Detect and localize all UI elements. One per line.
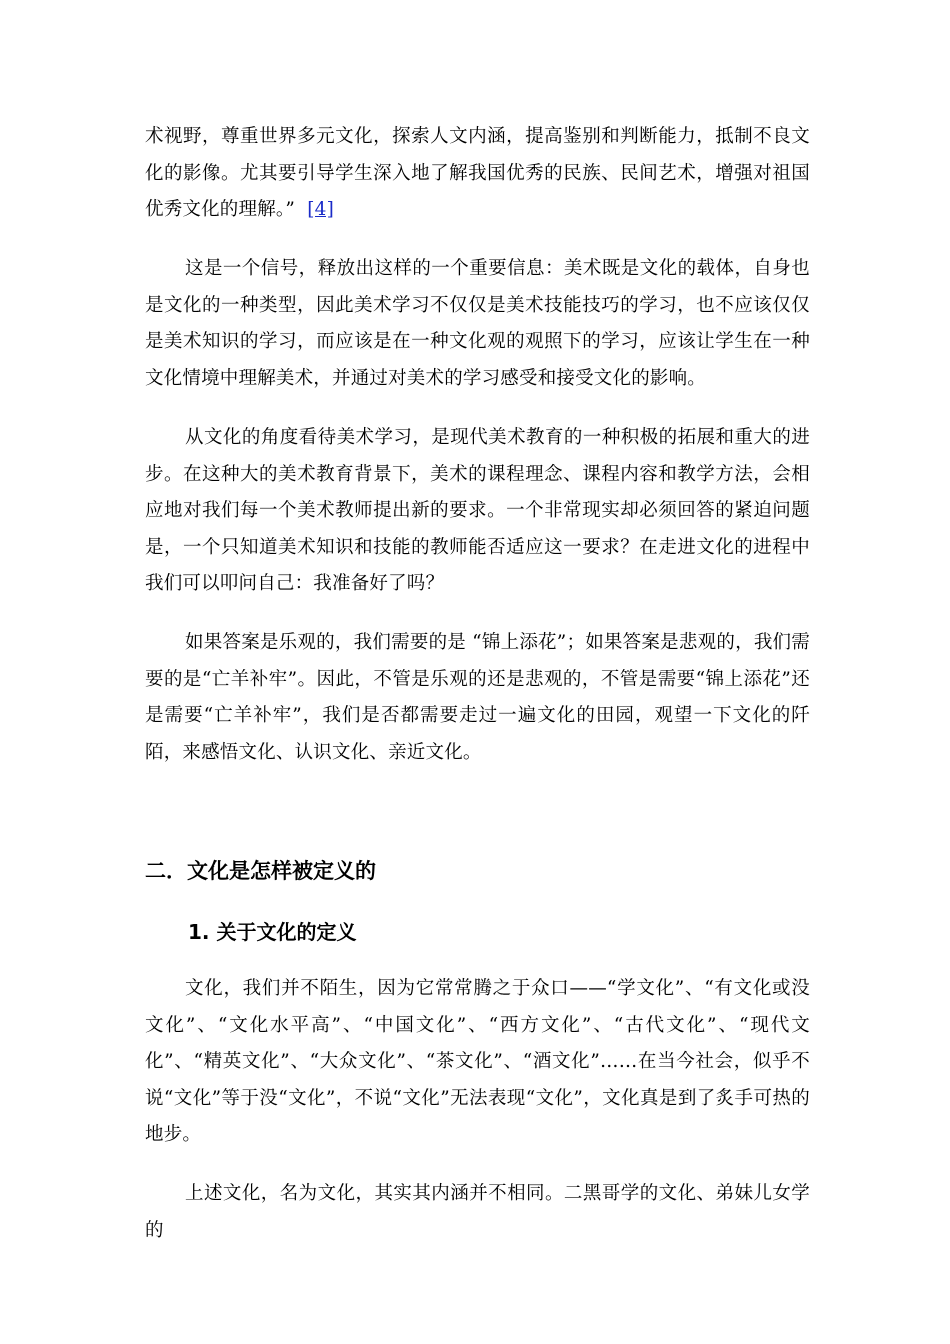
reference-link[interactable]: [4] xyxy=(307,199,334,220)
paragraph-text: 术视野，尊重世界多元文化，探索人文内涵，提高鉴别和判断能力，抵制不良文化的影像。尤其要引导学生深入地了解我国优秀的民族、民间艺术，增强对祖国优秀文化的理解。” xyxy=(145,126,810,220)
paragraph-answer: 如果答案是乐观的，我们需要的是 “锦上添花”；如果答案是悲观的，我们需要的是“亡羊补牢”。因此，不管是乐观的还是悲观的，不管是需要“锦上添花”还是需要“亡羊补牢”，我们是否都需要走过一遍文化的田园，观望一下文化的阡陌，来感悟文化、认识文化、亲近文化。 xyxy=(145,632,810,763)
paragraph-cultural-perspective: 从文化的角度看待美术学习，是现代美术教育的一种积极的拓展和重大的进步。在这种大的美术教育背景下，美术的课程理念、课程内容和教学方法，会相应地对我们每一个美术教师提出新的要求。一个非常现实却必须回答的紧迫问题是，一个只知道美术知识和技能的教师能否适应这一要求？在走进文化的进程中我们可以叩问自己：我准备好了吗？ xyxy=(145,427,810,594)
section-heading: 二．文化是怎样被定义的 xyxy=(145,859,376,883)
paragraph-curriculum-quote xyxy=(145,119,810,229)
subsection-heading: 1. 关于文化的定义 xyxy=(188,920,357,944)
paragraph-signal: 这是一个信号，释放出这样的一个重要信息：美术既是文化的载体，自身也是文化的一种类型，因此美术学习不仅仅是美术技能技巧的学习，也不应该仅仅是美术知识的学习，而应该是在一种文化观的观照下的学习，应该让学生在一种文化情境中理解美术，并通过对美术的学习感受和接受文化的影响。 xyxy=(145,258,810,389)
paragraph-culture-meaning: 上述文化，名为文化，其实其内涵并不相同。二黑哥学的文化、弟妹儿女学的 xyxy=(145,1183,810,1241)
paragraph-culture-familiar: 文化，我们并不陌生，因为它常常腾之于众口——“学文化”、“有文化或没文化”、“文化水平高”、“中国文化”、“西方文化”、“古代文化”、“现代文化”、“精英文化”、“大众文化”、“茶文化”、“酒文化”……在当今社会，似乎不说“文化”等于没“文化”，不说“文化”无法表现“文化”，文化真是到了炙手可热的地步。 xyxy=(145,978,810,1145)
